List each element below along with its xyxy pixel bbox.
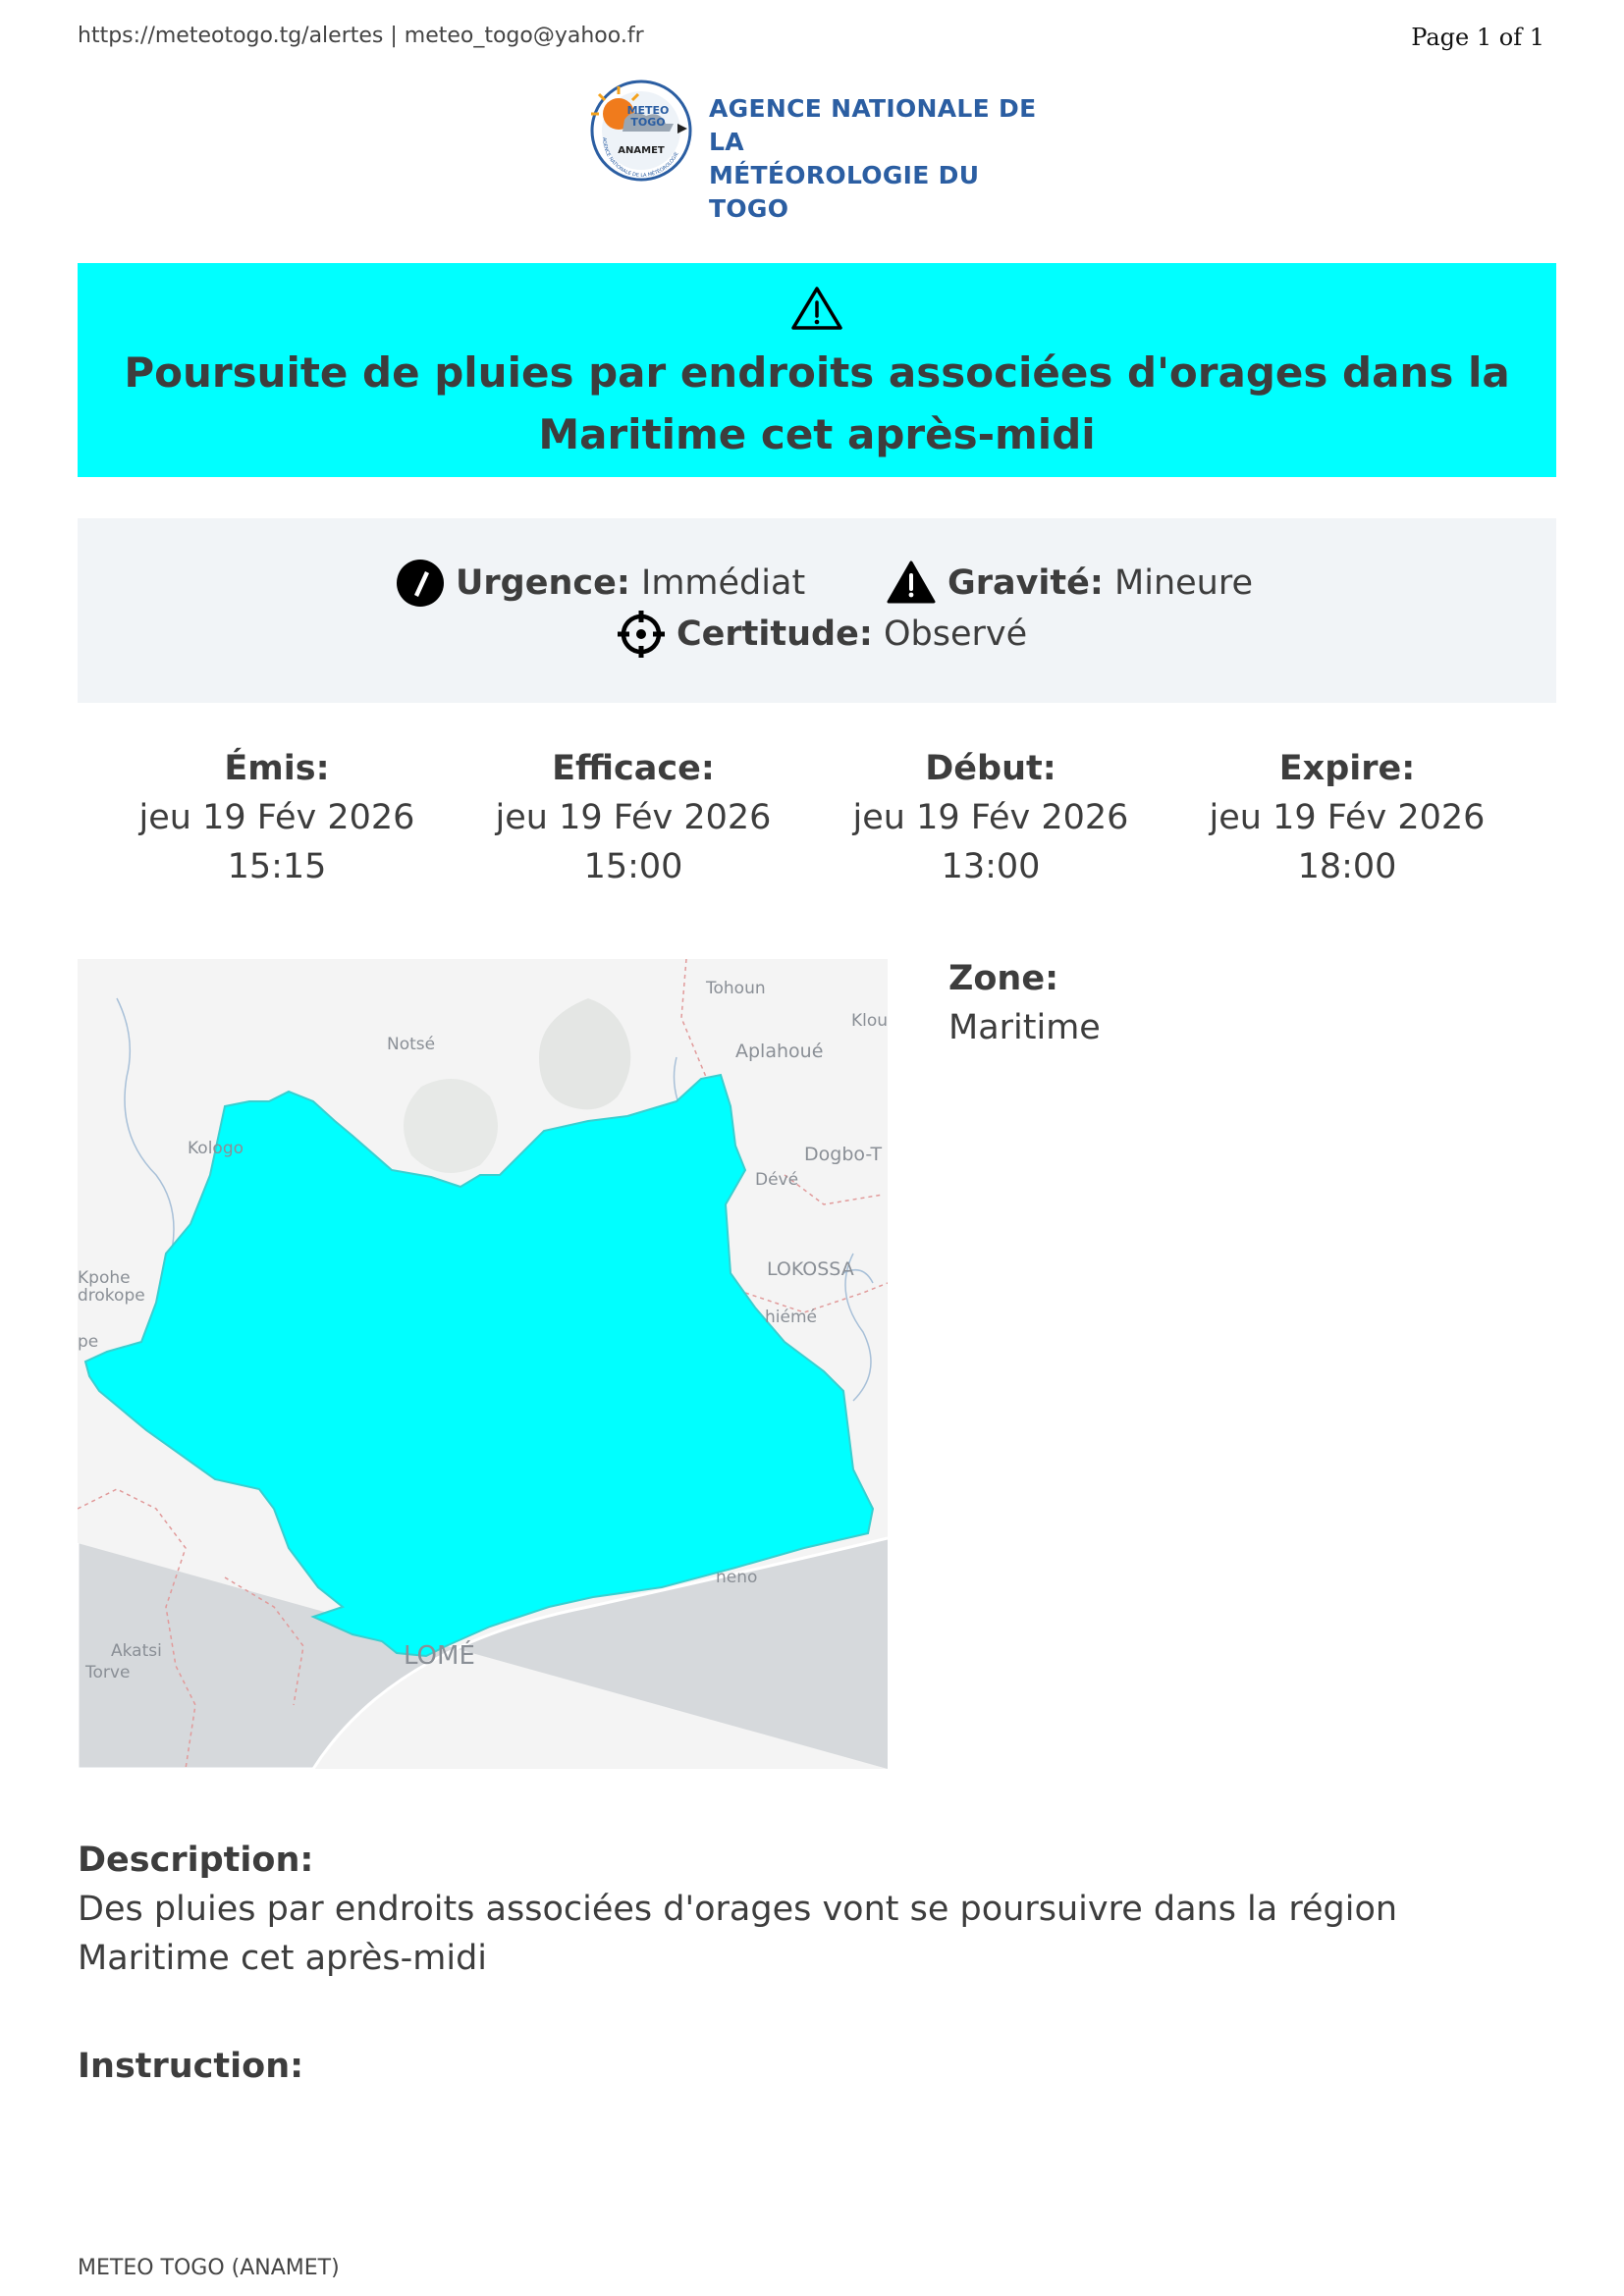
map-canvas xyxy=(78,959,888,1769)
map-label: Aplahoué xyxy=(735,1041,824,1062)
emblem-bottom-text: ANAMET xyxy=(618,145,665,156)
map-label: Dévé xyxy=(755,1170,799,1190)
agency-name-line1: AGENCE NATIONALE DE LA xyxy=(709,94,1037,156)
time-date: jeu 19 Fév 2026 xyxy=(1209,798,1486,837)
time-hour: 15:00 xyxy=(583,847,683,886)
certainty-value: Observé xyxy=(884,614,1028,654)
time-hour: 13:00 xyxy=(941,847,1041,886)
severity-panel xyxy=(78,518,1556,703)
urgency-item xyxy=(395,563,805,603)
map-label: Notsé xyxy=(387,1035,436,1054)
time-hour: 15:15 xyxy=(227,847,327,886)
map-label: LOMÉ xyxy=(404,1641,475,1671)
time-expires xyxy=(1185,744,1509,891)
stopwatch-icon xyxy=(395,558,446,609)
urgency-label: Urgence: xyxy=(456,563,630,603)
page-number: Page 1 of 1 xyxy=(1411,24,1544,51)
time-date: jeu 19 Fév 2026 xyxy=(138,798,415,837)
map-label: drokope xyxy=(78,1286,145,1306)
description-section xyxy=(78,1836,1556,1983)
time-label: Efficace: xyxy=(552,749,715,788)
header-source: https://meteotogo.tg/alertes | meteo_togo@yahoo.fr xyxy=(78,24,644,48)
emblem-mid-text: TOGO xyxy=(630,116,666,129)
map-label: Kologo xyxy=(188,1139,244,1158)
crosshair-icon xyxy=(616,609,667,660)
time-date: jeu 19 Fév 2026 xyxy=(852,798,1129,837)
certainty-label: Certitude: xyxy=(677,614,873,654)
map-label: Dogbo-T xyxy=(804,1144,883,1165)
time-label: Expire: xyxy=(1278,749,1416,788)
alert-map[interactable] xyxy=(78,959,888,1769)
warning-icon xyxy=(887,560,936,605)
description-label: Description: xyxy=(78,1841,314,1880)
map-label: hiémé xyxy=(765,1308,817,1327)
urgency-value: Immédiat xyxy=(641,563,806,603)
map-label: Klou xyxy=(851,1011,888,1031)
zone-label: Zone: xyxy=(948,959,1059,998)
emblem-top-text: METEO xyxy=(626,104,670,117)
map-label: neno xyxy=(716,1568,758,1587)
time-effective xyxy=(471,744,795,891)
agency-name xyxy=(709,92,1056,226)
map-label: pe xyxy=(78,1332,99,1352)
map-label: Tohoun xyxy=(706,979,766,998)
alert-times xyxy=(78,744,1556,891)
map-label: Torve xyxy=(85,1663,131,1682)
description-text: Des pluies par endroits associées d'orages vont se poursuivre dans la région Maritime cet après-midi xyxy=(78,1890,1398,1978)
emblem-ring-text: AGENCE NATIONALE DE LA MÉTÉOROLOGIE xyxy=(600,136,680,180)
zone-value: Maritime xyxy=(948,1008,1101,1047)
gravity-label: Gravité: xyxy=(947,563,1104,603)
gravity-value: Mineure xyxy=(1114,563,1254,603)
time-label: Début: xyxy=(925,749,1056,788)
time-onset xyxy=(829,744,1153,891)
alert-banner xyxy=(78,263,1556,477)
alert-title: Poursuite de pluies par endroits associées d'orages dans la Maritime cet après-midi xyxy=(124,348,1510,458)
warning-triangle-icon xyxy=(790,285,843,332)
footer-text: METEO TOGO (ANAMET) xyxy=(78,2256,340,2280)
gravity-item xyxy=(887,563,1253,603)
time-issued xyxy=(115,744,439,891)
instruction-label: Instruction: xyxy=(78,2047,304,2086)
zone-section xyxy=(948,954,1101,1052)
certainty-item xyxy=(616,614,1027,654)
agency-emblem-icon xyxy=(585,77,697,185)
time-label: Émis: xyxy=(224,749,330,788)
map-label: LOKOSSA xyxy=(767,1258,854,1280)
time-date: jeu 19 Fév 2026 xyxy=(495,798,772,837)
agency-name-line2: MÉTÉOROLOGIE DU TOGO xyxy=(709,161,980,223)
agency-logo xyxy=(585,77,1056,223)
map-label: Akatsi xyxy=(111,1641,162,1661)
map-label: Kpohe xyxy=(78,1268,131,1288)
time-hour: 18:00 xyxy=(1297,847,1397,886)
